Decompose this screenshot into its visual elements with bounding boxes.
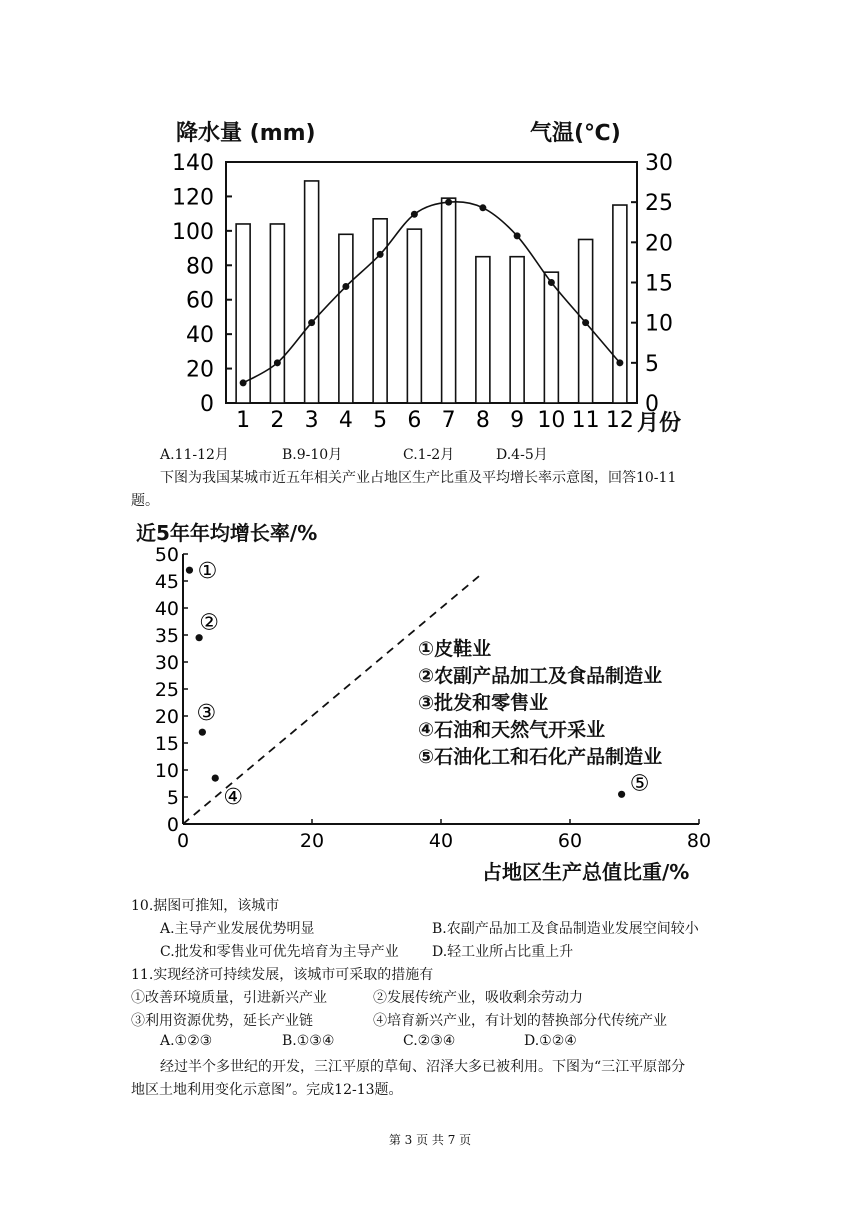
- temperature-axis-title: 气温(℃): [530, 121, 621, 146]
- month-axis-unit: 月份: [637, 411, 682, 436]
- y-axis-tick-label: 40: [154, 598, 179, 620]
- left-axis-tick-label: 20: [186, 357, 214, 383]
- scatter-point-label: ③: [196, 701, 217, 727]
- q11-option-a: A.①②③: [160, 1033, 213, 1049]
- y-axis-tick-label: 30: [154, 652, 179, 674]
- left-axis-tick-label: 120: [172, 185, 214, 211]
- scatter-point: [212, 775, 219, 782]
- intro-10-11-line1: 下图为我国某城市近五年相关产业占地区生产比重及平均增长率示意图，回答10-11: [160, 470, 677, 486]
- y-axis-tick-label: 10: [154, 760, 179, 782]
- page-footer: 第 3 页 共 7 页: [388, 1133, 472, 1147]
- y-axis-tick-label: 15: [154, 733, 179, 755]
- left-axis-tick-label: 0: [200, 392, 214, 417]
- month-tick-label: 3: [304, 408, 319, 433]
- right-axis-tick-label: 0: [645, 392, 659, 417]
- legend-item-4: ④石油和天然气开采业: [418, 719, 606, 741]
- legend-item-2: ②农副产品加工及食品制造业: [418, 665, 663, 687]
- scatter-point-label: ⑤: [629, 771, 650, 797]
- intro-10-11-line2: 题。: [131, 493, 159, 509]
- right-axis-tick-label: 30: [645, 151, 673, 176]
- left-axis-tick-label: 100: [172, 219, 214, 245]
- x-axis-tick-label: 60: [557, 830, 583, 852]
- scatter-point-label: ④: [223, 785, 244, 811]
- x-axis-tick-label: 80: [686, 830, 712, 852]
- month-tick-label: 10: [537, 408, 566, 433]
- q10-option-b: B.农副产品加工及食品制造业发展空间较小: [432, 921, 699, 937]
- legend-item-5: ⑤石油化工和石化产品制造业: [418, 746, 663, 768]
- growth-axis-title: 近5年年均增长率/%: [136, 521, 318, 545]
- y-axis-tick-label: 25: [154, 679, 179, 701]
- y-axis-tick-label: 50: [154, 544, 179, 566]
- q10-stem: 10.据图可推知，该城市: [131, 898, 280, 914]
- q11-item-1: ①改善环境质量，引进新兴产业: [131, 990, 327, 1006]
- month-tick-label: 4: [338, 408, 353, 433]
- left-axis-tick-label: 40: [186, 323, 214, 349]
- y-axis-tick-label: 20: [154, 706, 179, 728]
- scatter-point: [199, 729, 206, 736]
- industry-legend: [418, 636, 662, 771]
- month-tick-label: 11: [571, 408, 600, 433]
- intro-12-13-line1: 经过半个多世纪的开发，三江平原的草甸、沼泽大多已被利用。下图为“三江平原部分: [160, 1059, 686, 1075]
- left-axis-tick-label: 80: [186, 254, 214, 280]
- share-axis-title: 占地区生产总值比重/%: [482, 860, 690, 884]
- q11-item-2: ②发展传统产业，吸收剩余劳动力: [373, 990, 583, 1006]
- q10-option-a: A.主导产业发展优势明显: [160, 921, 315, 937]
- q11-option-d: D.①②④: [524, 1033, 577, 1049]
- right-axis-tick-label: 20: [645, 231, 673, 257]
- q11-item-4: ④培育新兴产业，有计划的替换部分代传统产业: [373, 1013, 667, 1029]
- q11-item-3: ③利用资源优势，延长产业链: [131, 1013, 313, 1029]
- y-axis-tick-label: 35: [154, 625, 179, 647]
- q10-option-d: D.轻工业所占比重上升: [432, 944, 574, 960]
- q9-option-a: A.11-12月: [160, 447, 229, 463]
- legend-item-1: ①皮鞋业: [418, 638, 492, 660]
- scatter-point-label: ②: [199, 610, 219, 636]
- scatter-point-label: ①: [197, 559, 218, 585]
- y-axis-tick-label: 0: [166, 814, 179, 836]
- left-axis-tick-label: 140: [172, 151, 214, 176]
- right-axis-tick-label: 25: [645, 191, 673, 217]
- q9-option-d: D.4-5月: [496, 447, 548, 463]
- scatter-point: [186, 567, 193, 574]
- month-tick-label: 7: [441, 408, 456, 433]
- month-tick-label: 8: [475, 408, 490, 433]
- month-tick-label: 1: [236, 408, 251, 433]
- q9-option-b: B.9-10月: [282, 447, 343, 463]
- month-tick-label: 5: [373, 408, 388, 433]
- q11-option-b: B.①③④: [282, 1033, 335, 1049]
- month-tick-label: 9: [510, 408, 525, 433]
- precipitation-axis-title: 降水量 (mm): [176, 121, 316, 146]
- q10-option-c: C.批发和零售业可优先培育为主导产业: [160, 944, 399, 960]
- y-axis-tick-label: 45: [154, 571, 179, 593]
- q11-stem: 11.实现经济可持续发展，该城市可采取的措施有: [131, 967, 434, 983]
- x-axis-tick-label: 20: [299, 830, 325, 852]
- x-axis-tick-label: 40: [428, 830, 454, 852]
- y-axis-tick-label: 5: [166, 787, 179, 809]
- month-tick-label: 12: [605, 408, 634, 433]
- left-axis-tick-label: 60: [186, 288, 214, 314]
- month-tick-label: 2: [270, 408, 285, 433]
- month-tick-label: 6: [407, 408, 422, 433]
- x-axis-tick-label: 0: [176, 830, 190, 852]
- legend-item-3: ③批发和零售业: [418, 692, 549, 714]
- scatter-point: [618, 791, 625, 798]
- right-axis-tick-label: 5: [645, 351, 659, 377]
- intro-12-13-line2: 地区土地利用变化示意图”。完成12-13题。: [131, 1082, 403, 1098]
- right-axis-tick-label: 15: [645, 271, 673, 297]
- q9-option-c: C.1-2月: [403, 447, 455, 463]
- right-axis-tick-label: 10: [645, 311, 673, 337]
- q11-option-c: C.②③④: [403, 1033, 456, 1049]
